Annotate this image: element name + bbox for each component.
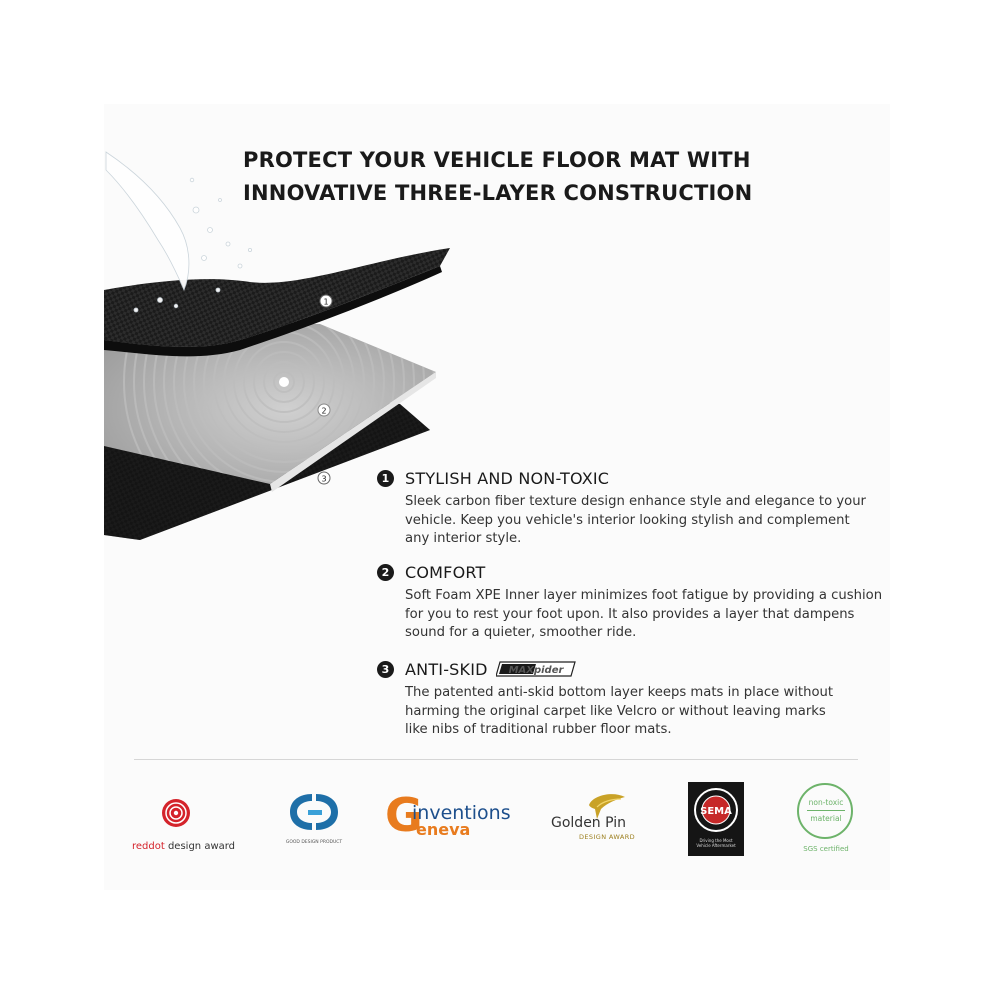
non-toxic-badge-divider	[807, 810, 845, 811]
inventions-geneva-line2: eneva	[416, 820, 471, 839]
feature-comfort-description	[405, 587, 885, 643]
feature-stylish	[377, 467, 887, 549]
feature-number-3: 3	[377, 661, 394, 678]
layer-marker-3-label: 3	[321, 474, 327, 484]
layer-marker-2-label: 2	[321, 406, 327, 416]
description-line: vehicle. Keep you vehicle's interior looking stylish and complement	[405, 512, 850, 528]
description-line: sound for a quieter, smoother ride.	[405, 625, 637, 640]
good-design-mark-icon	[282, 790, 346, 834]
non-toxic-line1: non-toxic	[808, 798, 844, 807]
reddot-caption-red: reddot	[132, 841, 165, 852]
sema-seal-icon	[692, 786, 740, 834]
layer-marker-1-label: 1	[323, 297, 329, 307]
feature-comfort-title: COMFORT	[405, 562, 486, 582]
inventions-geneva-initial: G	[385, 788, 423, 842]
sema-logo	[688, 782, 744, 856]
layer-marker-3	[318, 472, 330, 484]
headline-line-2: INNOVATIVE THREE-LAYER CONSTRUCTION	[243, 181, 753, 205]
non-toxic-badge-ring	[797, 783, 853, 839]
feature-stylish-description	[405, 493, 885, 549]
layer-marker-2	[318, 404, 330, 416]
description-line: Sleek carbon fiber texture design enhance style and elegance to your	[405, 494, 866, 509]
svg-text:SEMA: SEMA	[700, 806, 732, 817]
reddot-mark-icon	[132, 793, 242, 833]
good-design-logo	[282, 790, 346, 850]
feature-anti-skid-description	[405, 684, 885, 740]
feature-anti-skid	[377, 658, 887, 740]
golden-pin-logo	[549, 791, 644, 843]
headline-line-1: PROTECT YOUR VEHICLE FLOOR MAT WITH	[243, 148, 751, 172]
description-line: Soft Foam XPE Inner layer minimizes foot fatigue by providing a cushion	[405, 588, 883, 603]
feature-number-1: 1	[377, 470, 394, 487]
description-line: The patented anti-skid bottom layer keeps mats in place without	[405, 685, 834, 700]
golden-pin-title	[551, 815, 626, 831]
description-line: harming the original carpet like Velcro or without leaving marks	[405, 703, 826, 719]
feature-anti-skid-title: ANTI-SKID	[405, 659, 488, 679]
reddot-award-logo	[132, 793, 242, 853]
layer-marker-1	[320, 295, 332, 307]
inventions-geneva-line1: inventions	[412, 802, 511, 824]
golden-pin-word-1: Golden	[551, 815, 601, 831]
golden-pin-word-2: Pin	[605, 815, 627, 831]
description-line: any interior style.	[405, 531, 522, 546]
feature-comfort-title-row	[377, 561, 887, 583]
inventions-geneva-logo	[385, 788, 511, 844]
maxpider-logo	[496, 661, 576, 677]
maxpider-logo-text: MAXpider	[508, 665, 564, 676]
non-toxic-certified-logo	[795, 783, 857, 863]
sema-caption: Driving the Most Vehicle Aftermarket	[696, 838, 736, 848]
feature-anti-skid-title-row	[377, 658, 887, 680]
non-toxic-line3: SGS certified	[803, 845, 849, 853]
description-line: for you to rest your foot upon. It also provides a layer that dampens	[405, 606, 855, 622]
description-line: like nibs of traditional rubber floor mats.	[405, 722, 672, 737]
feature-number-2: 2	[377, 564, 394, 581]
section-divider	[134, 759, 858, 760]
non-toxic-line2: material	[810, 814, 842, 823]
good-design-caption: GOOD DESIGN PRODUCT	[285, 840, 343, 845]
feature-stylish-title-row	[377, 467, 887, 489]
feature-comfort	[377, 561, 887, 643]
reddot-caption	[132, 841, 242, 852]
golden-pin-subtitle: DESIGN AWARD	[579, 833, 636, 841]
reddot-caption-rest: design award	[164, 841, 236, 852]
feature-stylish-title: STYLISH AND NON-TOXIC	[405, 468, 610, 488]
